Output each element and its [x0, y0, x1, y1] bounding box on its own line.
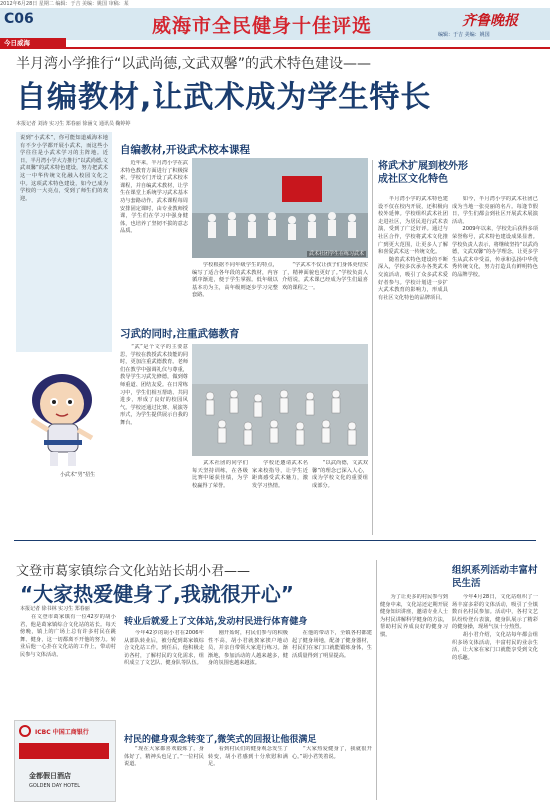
- article1-col4: “武”是个文字的主要意思，学校在教授武术技能的同时，更加注重武德教育。老师们在教学中强调礼仪与尊重，教导学生习武先修德，做到尊师重道、团结友爱。在日常练习中，学生们相互帮助、共同进步，形成了良好的校园风气。学校还通过比赛、展演等形式，为学生提供展示自我的舞台。: [120, 344, 188, 426]
- ad-banner-strip: [19, 743, 109, 759]
- mascot-caption: 小武术“男”招生: [60, 472, 96, 478]
- hotel-name: 金都假日酒店: [29, 772, 71, 780]
- article2-subhead-1: 转业后就爱上了文体站,发动村民进行体育健身: [124, 617, 308, 627]
- article1-subhead-1: 自编教材,开设武术校本课程: [120, 144, 250, 156]
- page-banner: [0, 8, 550, 40]
- side-col1: 半月湾小学的武术特色建设不仅在校内开展，还积极向校外延伸。学校组织武术社团走进社区，为居民进行武术表演，受到了广泛好评。通过与社区合作，学校将武术文化推广到更大范围，让更多人了解和喜爱武术这一传统文化。 随着武术特色建设的不断深入，学校多次承办各类武术交流活动，吸引了众多武术爱好者参与。学校计划进一步扩大武术教育的影响力，形成具有社区文化特色的品牌项目。: [378, 196, 448, 301]
- article2-col4: 在他的带动下，全镇各村都建起了健身场地，配备了健身器材，村民们在家门口就能锻炼身体，生活质量得到了明显提高。: [292, 630, 372, 659]
- article2-side-title: 组织系列活动丰富村民生活: [452, 565, 538, 589]
- article2-col2: 今年42岁的胡小君在2006年从部队转业后，被分配到葛家镇综合文化站工作。到任后，他积极走访各村，了解村民的文化需求，组织成立了文艺队、健身队等队伍。: [124, 630, 204, 667]
- section-separator: [14, 540, 536, 541]
- advertisement[interactable]: [14, 720, 116, 802]
- red-rule: [0, 47, 550, 49]
- article1-col3: “学武术不仅让孩子们身体更结实了，精神面貌也更好了。”学校负责人介绍说，武术课已经成为学生们最喜欢的课程之一。: [282, 262, 368, 291]
- section-title: 威海市全民健身十佳评选: [152, 15, 373, 37]
- side2-divider: [376, 560, 377, 800]
- page-meta: 2012年6月28日 星期二 编辑：于吉 美编：姚国 审稿：某: [0, 1, 129, 7]
- article1-kicker: 半月湾小学推行“以武尚德,文武双馨”的武术特色建设——: [16, 56, 371, 72]
- students-practice-photo: [192, 344, 368, 456]
- article1-col2: 学校根据不同年级学生的特点，编写了适合各年段的武术教材，内容循序渐进，便于学生掌握。低年级以基本功为主，高年级则逐步学习完整套路。: [192, 262, 278, 299]
- article1-subhead-2: 习武的同时,注重武德教育: [120, 328, 240, 340]
- students-practice-svg: [192, 344, 368, 456]
- article1-lead: 说到“小武术”，你可能知道威海本地有不少小学都开展小武术，而这些小学往往是小武术学习的主阵地。近日，半月湾小学大力推行“以武尚德,文武双馨”的武术特色建设，努力把武术这一中华传统文化融入校园文化之中。这项武术特色建设，如今已成为学校的一大亮点，受到了师生们的欢迎。: [20, 135, 108, 202]
- mascot-illustration: [18, 360, 110, 470]
- wushu-team-svg: [192, 158, 368, 258]
- article2-headline: “大家热爱健身了,我就很开心”: [20, 582, 294, 606]
- side-title: 将武术扩展到校外形成社区文化特色: [378, 161, 468, 185]
- article2-col3: 刚开始时，村民们参与的积极性不高，胡小君就挨家挨户地动员，并亲自带领大家进行练习。渐渐地，参加活动的人越来越多，健身的氛围也越来越浓。: [208, 630, 288, 667]
- article2-kicker: 文登市葛家镇综合文化站站长胡小君——: [16, 564, 251, 579]
- article1-col5: 武术社团的同学们每天坚持训练，在各级比赛中屡获佳绩，为学校赢得了荣誉。: [192, 460, 248, 489]
- page-meta-line: [0, 0, 550, 6]
- bank-name: ICBC 中国工商银行: [35, 729, 89, 736]
- article2-side-title-box: [452, 564, 538, 590]
- article2-mid-col: 为了让更多的村民参与到健身中来，文化站还定期开展健身知识讲座，邀请专业人士为村民讲解科学健身的方法，帮助村民养成良好的健身习惯。: [380, 594, 448, 638]
- editors-line: 编辑：于吉 美编：姚国: [438, 32, 490, 38]
- page-number: C06: [4, 11, 34, 27]
- article2-col5: “现在大家都喜欢锻炼了，身体好了，精神头也足了。”一位村民说道。: [124, 746, 204, 768]
- side-col2: 如今，半月湾小学的武术社团已成为当地一张亮丽的名片。每逢节假日，学生们都会到社区开展武术展演活动。 2009年以来，学校先后获得多项荣誉称号，武术特色建设成果显著。学校负责人表示，将继续坚持“以武尚德，文武双馨”的办学理念，让更多学生从武术中受益，传承和弘扬中华优秀传统文化，努力打造具有鲜明特色的品牌学校。: [452, 196, 538, 278]
- article2-subhead-2: 村民的健身观念转变了,微笑式的回报让他很满足: [124, 735, 317, 745]
- article1-col7: “以武尚德，文武双馨”的理念已深入人心，成为学校文化的重要组成部分。: [312, 460, 368, 489]
- side-title-box: [378, 160, 470, 186]
- article1-headline: 自编教材,让武术成为学生特长: [16, 80, 432, 115]
- wushu-team-photo: [192, 158, 368, 258]
- article2-byline: 本报记者 徐书林 实习生 郑春丽: [20, 606, 90, 612]
- side-divider: [372, 160, 373, 535]
- bank-logo-icon: [19, 725, 31, 737]
- article1-col6: 学校还邀请武术名家来校指导，让学生近距离感受武术魅力，激发学习热情。: [252, 460, 308, 489]
- article1-col1: 近年来，半月湾小学在武术特色教育方面进行了积极探索，学校专门开设了武术校本课程，并自编武术教材，让学生在课堂上系统学习武术基本功与套路动作。武术课程每周安排固定课时，由专业教师授课，学生们在学习中强身健体，也培养了坚韧不拔的意志品质。: [120, 160, 188, 235]
- photo-caption-1: 武术社团学生在练习武术: [308, 250, 364, 257]
- hotel-name-en: GOLDEN DAY HOTEL: [29, 783, 81, 789]
- article2-side-col: 今年4月28日，文化站组织了一场丰富多彩的文体活动，吸引了全镇数百名村民参加。活动中，各村文艺队纷纷登台表演，健身队展示了精彩的健身操，现场气氛十分热烈。 胡小君介绍，文化站每年都会组织多场文体活动，丰富村民的业余生活，让大家在家门口就能享受到文化的乐趣。: [452, 594, 538, 661]
- article1-byline: 本报记者 刘涛 实习生 郑春丽 徐涵文 通讯员 鞠婷婷: [16, 121, 131, 127]
- newspaper-logo: 齐鲁晚报: [462, 13, 518, 29]
- mascot-svg: [18, 360, 110, 470]
- article2-col1: 在文登市葛家镇有一位42岁的胡小君，他是葛家镇综合文化站的站长。每天傍晚，镇上的广场上总有许多村民在跳舞、健身，这一切都离不开他的努力。转业后他一心扑在文化站的工作上，带动村民参与文体活动。: [20, 614, 116, 658]
- article1-lead-box: [16, 132, 112, 352]
- article2-col7: “大家热爱健身了，我就很开心。”胡小君笑着说。: [292, 746, 372, 760]
- section-tab: 今日威海: [0, 38, 66, 48]
- article2-col6: 看到村民们的健身观念发生了转变，胡小君感到十分欣慰和满足。: [208, 746, 288, 768]
